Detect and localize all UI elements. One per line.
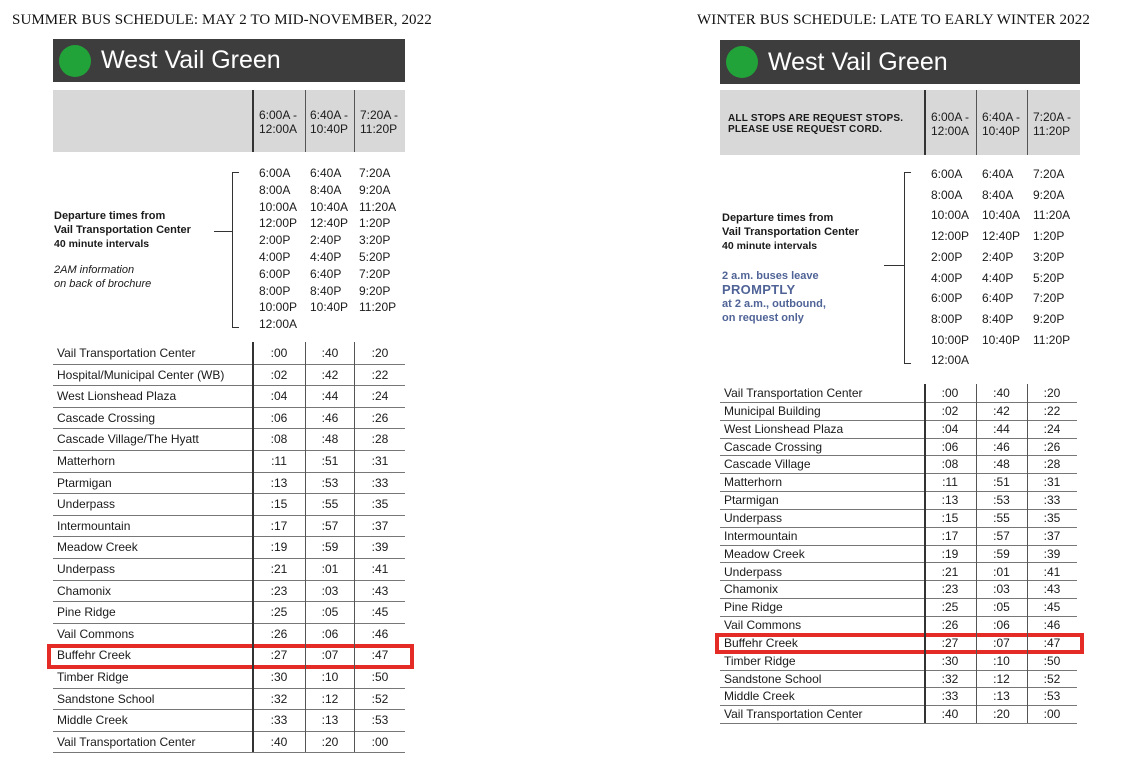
summer-stop-time: :48: [321, 432, 339, 447]
winter-stop-row: [720, 580, 1077, 599]
winter-departure-time: 8:00P: [931, 311, 963, 326]
winter-stop-time: :25: [941, 600, 959, 615]
summer-note-title-2: Vail Transportation Center: [54, 224, 191, 236]
summer-stop-time: :35: [371, 497, 389, 512]
summer-stop-name: Intermountain: [57, 518, 131, 533]
winter-stop-time: :47: [1043, 635, 1061, 650]
winter-departure-time: 10:00P: [931, 332, 970, 347]
summer-departure-time: 6:00P: [259, 266, 291, 281]
winter-stop-time: :17: [941, 528, 959, 543]
summer-departure-time: 4:00P: [259, 250, 291, 264]
summer-note-title-1: Departure times from: [54, 210, 166, 222]
summer-stop-name: Sandstone School: [57, 691, 155, 706]
summer-stop-time: :04: [270, 389, 288, 404]
summer-highlight-box: [47, 644, 414, 669]
summer-departure-time: 10:40A: [310, 199, 349, 214]
winter-header-divider-2: [976, 90, 977, 155]
summer-stop-time: :12: [321, 691, 339, 706]
winter-stop-time: :13: [941, 493, 959, 508]
winter-departure-time: 9:20P: [1033, 311, 1065, 326]
winter-stop-time: :00: [941, 386, 959, 400]
winter-stop-name: Municipal Building: [724, 403, 821, 418]
winter-table-divider-2: [976, 384, 977, 723]
winter-departure-time: 10:00A: [931, 208, 970, 223]
summer-stop-row: [53, 558, 405, 581]
winter-stop-name: Chamonix: [724, 582, 779, 597]
summer-departure-time: 1:20P: [359, 216, 391, 231]
summer-stop-time: :06: [321, 626, 339, 641]
summer-stop-row: [53, 342, 405, 365]
summer-stop-time: :30: [270, 670, 288, 684]
winter-stop-name: Buffehr Creek: [724, 635, 798, 650]
summer-departure-time: 6:40P: [310, 266, 342, 281]
winter-stop-time: :21: [941, 564, 959, 579]
winter-stop-time: :13: [993, 689, 1010, 704]
summer-table-divider-1: [252, 342, 254, 752]
winter-stop-time: :05: [993, 600, 1010, 615]
summer-departure-time: 7:20P: [359, 266, 391, 281]
summer-departure-time: 8:40A: [310, 182, 342, 197]
summer-departure-time: 8:00A: [259, 182, 291, 197]
winter-stop-time: :26: [1043, 439, 1061, 454]
winter-stop-row: [720, 420, 1077, 439]
summer-departure-time: 11:20A: [359, 199, 397, 214]
summer-departure-time: 12:00P: [259, 216, 298, 231]
summer-stop-time: :00: [371, 734, 389, 749]
winter-stop-time: :59: [993, 546, 1010, 561]
summer-note-sub-1: 2AM information: [54, 264, 135, 276]
winter-bracket: [904, 172, 911, 364]
winter-route-bar: [720, 40, 1080, 84]
winter-stop-time: :27: [941, 635, 959, 650]
winter-departure-note: [722, 211, 897, 325]
winter-stop-time: :52: [1043, 671, 1061, 686]
summer-stop-name: Cascade Crossing: [57, 410, 156, 425]
winter-stop-time: :57: [993, 528, 1010, 543]
summer-stop-time: :17: [270, 518, 288, 533]
winter-stop-time: :19: [941, 546, 959, 561]
summer-stop-time: :20: [321, 734, 339, 749]
winter-stop-time: :20: [993, 707, 1010, 722]
summer-departure-time: 2:00P: [259, 233, 291, 248]
summer-column-1-range: 6:00A - 12:00A: [259, 108, 298, 136]
summer-stop-name: Vail Commons: [57, 626, 135, 641]
winter-stop-time: :41: [1043, 564, 1061, 579]
summer-stop-name: Underpass: [57, 562, 116, 576]
summer-stop-row: [53, 580, 405, 603]
winter-departure-time: 1:20P: [1033, 229, 1065, 244]
summer-stop-time: :39: [371, 540, 389, 555]
summer-stop-time: :47: [371, 648, 389, 663]
summer-stop-time: :27: [270, 648, 288, 663]
winter-stop-time: :08: [941, 457, 959, 472]
winter-stop-time: :11: [942, 475, 958, 490]
winter-stop-name: Sandstone School: [724, 671, 822, 686]
summer-departure-time: 12:40P: [310, 216, 349, 231]
summer-stop-row: [53, 688, 405, 711]
summer-stop-time: :55: [321, 497, 339, 512]
summer-departure-time: 3:20P: [359, 233, 391, 248]
winter-stop-time: :33: [1043, 493, 1061, 508]
winter-stop-name: Middle Creek: [724, 689, 795, 704]
summer-stop-row: [53, 515, 405, 538]
winter-departure-time: 6:00P: [931, 291, 963, 306]
winter-stop-time: :42: [993, 403, 1010, 418]
summer-stop-name: Vail Transportation Center: [57, 346, 196, 360]
winter-stop-time: :07: [993, 635, 1010, 650]
winter-stop-row: [720, 670, 1077, 689]
summer-departure-note: [54, 209, 229, 291]
summer-stop-time: :41: [371, 562, 389, 576]
summer-departure-time: 5:20P: [359, 250, 391, 264]
summer-stop-time: :52: [371, 691, 389, 706]
winter-stop-name: Ptarmigan: [724, 493, 779, 508]
winter-stop-name: Underpass: [724, 564, 783, 579]
winter-note-blue-2: PROMPTLY: [722, 282, 796, 297]
winter-stop-time: :12: [993, 671, 1010, 686]
summer-departure-time: 8:00P: [259, 283, 291, 298]
summer-stop-time: :20: [371, 346, 389, 360]
summer-stop-time: :26: [270, 626, 288, 641]
summer-stop-name: Chamonix: [57, 583, 112, 598]
winter-departure-time: 6:40P: [982, 291, 1014, 306]
summer-stop-time: :59: [321, 540, 339, 555]
winter-stop-time: :00: [1043, 707, 1061, 722]
summer-stop-name: Pine Ridge: [57, 605, 116, 620]
summer-stop-name: Middle Creek: [57, 713, 128, 728]
summer-stop-time: :44: [321, 389, 339, 404]
winter-stop-time: :31: [1043, 475, 1061, 490]
winter-stop-time: :02: [941, 403, 959, 418]
winter-stop-row: [720, 687, 1077, 706]
summer-stop-time: :43: [371, 583, 389, 598]
summer-stop-name: Meadow Creek: [57, 540, 138, 555]
summer-stop-time: :26: [371, 410, 389, 425]
winter-column-2-range: 6:40A - 10:40P: [982, 110, 1021, 138]
summer-stop-name: Underpass: [57, 497, 116, 512]
summer-stop-time: :24: [371, 389, 389, 404]
summer-stop-time: :46: [371, 626, 389, 641]
winter-stop-time: :04: [941, 421, 959, 436]
winter-column-1-range: 6:00A - 12:00A: [931, 110, 970, 138]
summer-stop-time: :46: [321, 410, 339, 425]
winter-departure-time: 8:40P: [982, 311, 1014, 326]
winter-stop-name: Underpass: [724, 510, 783, 525]
winter-stop-time: :50: [1043, 653, 1061, 668]
winter-note-title-3: 40 minute intervals: [722, 240, 818, 252]
winter-bracket-tick: [884, 265, 904, 266]
winter-stop-time: :30: [941, 653, 959, 668]
summer-table-divider-3: [354, 342, 355, 752]
winter-departure-time: 3:20P: [1033, 249, 1065, 264]
winter-stop-name: Vail Transportation Center: [724, 707, 863, 722]
winter-stop-time: :53: [1043, 689, 1061, 704]
winter-stop-row: [720, 545, 1077, 564]
winter-column-3-range: 7:20A - 11:20P: [1033, 110, 1072, 138]
winter-departure-time: 4:00P: [931, 270, 963, 285]
summer-stop-name: Hospital/Municipal Center (WB): [57, 367, 225, 382]
winter-departure-time: 2:00P: [931, 249, 963, 264]
summer-stop-time: :06: [270, 410, 288, 425]
winter-departure-time: 8:40A: [982, 187, 1014, 202]
winter-departure-time: 8:00A: [931, 187, 963, 202]
summer-stop-time: :19: [270, 540, 288, 555]
winter-stop-time: :55: [993, 510, 1010, 525]
winter-heading: WINTER BUS SCHEDULE: LATE TO EARLY WINTER 2022: [697, 12, 1090, 28]
winter-stop-row: [720, 438, 1077, 457]
summer-stop-time: :51: [321, 454, 339, 468]
winter-header-divider-1: [924, 90, 926, 155]
summer-stop-time: :31: [371, 454, 389, 468]
winter-departure-time: 11:20P: [1033, 332, 1071, 347]
summer-stop-time: :02: [270, 367, 288, 382]
winter-stop-name: Pine Ridge: [724, 600, 783, 615]
winter-stop-row: [720, 384, 1077, 403]
summer-stop-time: :11: [271, 454, 287, 468]
summer-stop-name: Ptarmigan: [57, 475, 112, 490]
winter-route-name: West Vail Green: [768, 47, 948, 76]
summer-stop-row: [53, 601, 405, 624]
summer-stop-time: :53: [371, 713, 389, 728]
winter-highlight-box: [715, 633, 1084, 654]
winter-stop-time: :06: [941, 439, 959, 454]
winter-note-blue: [722, 269, 897, 325]
winter-route-color-dot: [726, 46, 758, 78]
winter-stop-time: :01: [993, 564, 1010, 579]
summer-stop-time: :37: [371, 518, 389, 533]
summer-stop-time: :15: [270, 497, 288, 512]
summer-departure-time: 10:00P: [259, 300, 298, 315]
winter-stop-name: Vail Transportation Center: [724, 386, 863, 400]
winter-stop-row: [720, 527, 1077, 546]
winter-header-note: [728, 113, 903, 135]
summer-header-divider-3: [354, 90, 355, 152]
winter-stop-row: [720, 473, 1077, 492]
winter-departure-time: 12:40P: [982, 229, 1021, 244]
winter-stop-time: :37: [1043, 528, 1061, 543]
summer-stop-time: :07: [321, 648, 339, 663]
winter-departure-time: 9:20A: [1033, 187, 1065, 202]
summer-column-2-range: 6:40A - 10:40P: [310, 108, 349, 136]
winter-stop-time: :46: [1043, 618, 1061, 633]
summer-stop-time: :33: [371, 475, 389, 490]
summer-stop-time: :25: [270, 605, 288, 620]
winter-stop-time: :20: [1043, 386, 1061, 400]
winter-stop-name: West Lionshead Plaza: [724, 421, 844, 436]
winter-note-blue-4: on request only: [722, 312, 804, 324]
summer-stop-time: :40: [321, 346, 339, 360]
winter-stop-time: :10: [993, 653, 1010, 668]
summer-departure-time: 8:40P: [310, 283, 342, 298]
summer-departure-time: 10:00A: [259, 199, 298, 214]
summer-bracket: [232, 172, 239, 328]
summer-stop-name: West Lionshead Plaza: [57, 389, 177, 404]
summer-column-header: [53, 90, 405, 152]
winter-departure-time: 12:00A: [931, 353, 970, 368]
summer-stop-time: :28: [371, 432, 389, 447]
summer-stop-row: [53, 407, 405, 430]
summer-stop-time: :13: [270, 475, 288, 490]
winter-stop-time: :46: [993, 439, 1010, 454]
winter-departure-time: 11:20A: [1033, 208, 1071, 223]
winter-stop-time: :06: [993, 618, 1010, 633]
summer-route-color-dot: [59, 45, 91, 77]
winter-departure-time: 12:00P: [931, 229, 970, 244]
summer-stop-time: :22: [371, 367, 389, 382]
summer-table-divider-2: [305, 342, 306, 752]
winter-stop-time: :32: [941, 671, 959, 686]
winter-stop-time: :15: [941, 510, 959, 525]
summer-departure-time: 7:20A: [359, 166, 391, 180]
summer-stop-row: [53, 709, 405, 732]
winter-stop-time: :24: [1043, 421, 1061, 436]
summer-stop-name: Buffehr Creek: [57, 648, 131, 663]
winter-departure-time: 6:00A: [931, 167, 963, 181]
summer-stop-name: Cascade Village/The Hyatt: [57, 432, 199, 447]
winter-table-divider-3: [1027, 384, 1028, 723]
winter-stop-name: Cascade Village: [724, 457, 811, 472]
winter-table-divider-1: [924, 384, 926, 723]
summer-stop-row: [53, 428, 405, 451]
summer-stop-row: [53, 623, 405, 646]
winter-departure-time: 2:40P: [982, 249, 1014, 264]
summer-bracket-tick: [214, 231, 232, 232]
winter-stop-name: Vail Commons: [724, 618, 802, 633]
winter-stop-time: :22: [1043, 403, 1061, 418]
winter-stop-time: :44: [993, 421, 1010, 436]
summer-stop-name: Timber Ridge: [57, 670, 129, 684]
winter-stop-time: :28: [1043, 457, 1061, 472]
winter-stop-time: :40: [993, 386, 1010, 400]
winter-departure-time: 5:20P: [1033, 270, 1065, 285]
summer-stop-time: :53: [321, 475, 339, 490]
summer-stop-time: :21: [270, 562, 288, 576]
summer-stop-time: :32: [270, 691, 288, 706]
summer-departure-time: 6:40A: [310, 166, 342, 180]
winter-departure-time: 10:40A: [982, 208, 1021, 223]
summer-stop-row: [53, 364, 405, 387]
summer-stop-row: [53, 385, 405, 408]
summer-stop-time: :13: [321, 713, 339, 728]
winter-stop-time: :35: [1043, 510, 1061, 525]
summer-departure-time: 9:20P: [359, 283, 391, 298]
summer-stop-time: :00: [270, 346, 288, 360]
winter-header-note-2: PLEASE USE REQUEST CORD.: [728, 124, 883, 135]
summer-departure-time: 10:40P: [310, 300, 349, 315]
summer-stop-row: [53, 666, 405, 689]
winter-stop-name: Cascade Crossing: [724, 439, 823, 454]
winter-stop-time: :26: [941, 618, 959, 633]
winter-stop-name: Matterhorn: [724, 475, 783, 490]
winter-stop-time: :23: [941, 582, 959, 597]
winter-stop-time: :03: [993, 582, 1010, 597]
winter-stop-time: :51: [993, 475, 1010, 490]
winter-departure-time: 7:20P: [1033, 291, 1065, 306]
summer-stop-time: :40: [270, 734, 288, 749]
summer-departure-time: 9:20A: [359, 182, 391, 197]
summer-stop-time: :33: [270, 713, 288, 728]
summer-stop-row: [53, 731, 405, 754]
winter-stop-time: :45: [1043, 600, 1061, 615]
winter-stop-time: :43: [1043, 582, 1061, 597]
summer-stop-time: :42: [321, 367, 339, 382]
summer-stop-time: :08: [270, 432, 288, 447]
summer-stop-time: :05: [321, 605, 339, 620]
summer-stop-row: [53, 493, 405, 516]
winter-stop-row: [720, 455, 1077, 474]
winter-header-note-1: ALL STOPS ARE REQUEST STOPS.: [728, 113, 904, 124]
winter-note-blue-3: at 2 a.m., outbound,: [722, 298, 826, 310]
winter-note-title-1: Departure times from: [722, 212, 834, 224]
summer-stop-name: Vail Transportation Center: [57, 734, 196, 749]
winter-stop-time: :48: [993, 457, 1010, 472]
winter-stop-row: [720, 402, 1077, 421]
summer-stop-name: Matterhorn: [57, 454, 116, 468]
winter-stop-row: [720, 491, 1077, 510]
winter-stop-row: [720, 652, 1077, 671]
summer-stop-time: :50: [371, 670, 389, 684]
winter-stop-name: Meadow Creek: [724, 546, 805, 561]
winter-stop-name: Intermountain: [724, 528, 798, 543]
summer-departure-time: 6:00A: [259, 166, 291, 180]
summer-stop-row: [53, 472, 405, 495]
winter-departure-time: 10:40P: [982, 332, 1021, 347]
summer-column-3-range: 7:20A - 11:20P: [360, 108, 399, 136]
winter-stop-row: [720, 509, 1077, 528]
summer-header-divider-2: [305, 90, 306, 152]
summer-stop-time: :45: [371, 605, 389, 620]
summer-departure-time: 2:40P: [310, 233, 342, 248]
summer-stop-row: [53, 536, 405, 559]
summer-stop-time: :03: [321, 583, 339, 598]
winter-stop-time: :53: [993, 493, 1010, 508]
summer-route-name: West Vail Green: [101, 46, 281, 74]
summer-departure-time: 12:00A: [259, 317, 298, 332]
winter-header-divider-3: [1027, 90, 1028, 155]
winter-departure-time: 7:20A: [1033, 167, 1065, 181]
summer-stop-row: [53, 450, 405, 473]
summer-heading: SUMMER BUS SCHEDULE: MAY 2 TO MID-NOVEMBER, 2022: [12, 12, 432, 28]
summer-header-divider-1: [252, 90, 254, 152]
winter-stop-row: [720, 563, 1077, 582]
summer-stop-time: :57: [321, 518, 339, 533]
winter-stop-time: :40: [941, 707, 959, 722]
summer-stop-time: :01: [321, 562, 339, 576]
winter-note-blue-1: 2 a.m. buses leave: [722, 270, 819, 282]
winter-departure-time: 4:40P: [982, 270, 1014, 285]
winter-stop-time: :39: [1043, 546, 1061, 561]
winter-stop-row: [720, 598, 1077, 617]
summer-stop-time: :10: [321, 670, 339, 684]
summer-departure-time: 4:40P: [310, 250, 342, 264]
summer-departure-time: 11:20P: [359, 300, 397, 315]
summer-route-bar: [53, 39, 405, 82]
summer-stop-time: :23: [270, 583, 288, 598]
winter-note-title-2: Vail Transportation Center: [722, 226, 859, 238]
summer-note-sub-2: on back of brochure: [54, 278, 152, 290]
winter-stop-name: Timber Ridge: [724, 653, 796, 668]
summer-note-title-3: 40 minute intervals: [54, 238, 150, 250]
winter-stop-time: :33: [941, 689, 959, 704]
winter-departure-time: 6:40A: [982, 167, 1014, 181]
winter-stop-row: [720, 705, 1077, 724]
